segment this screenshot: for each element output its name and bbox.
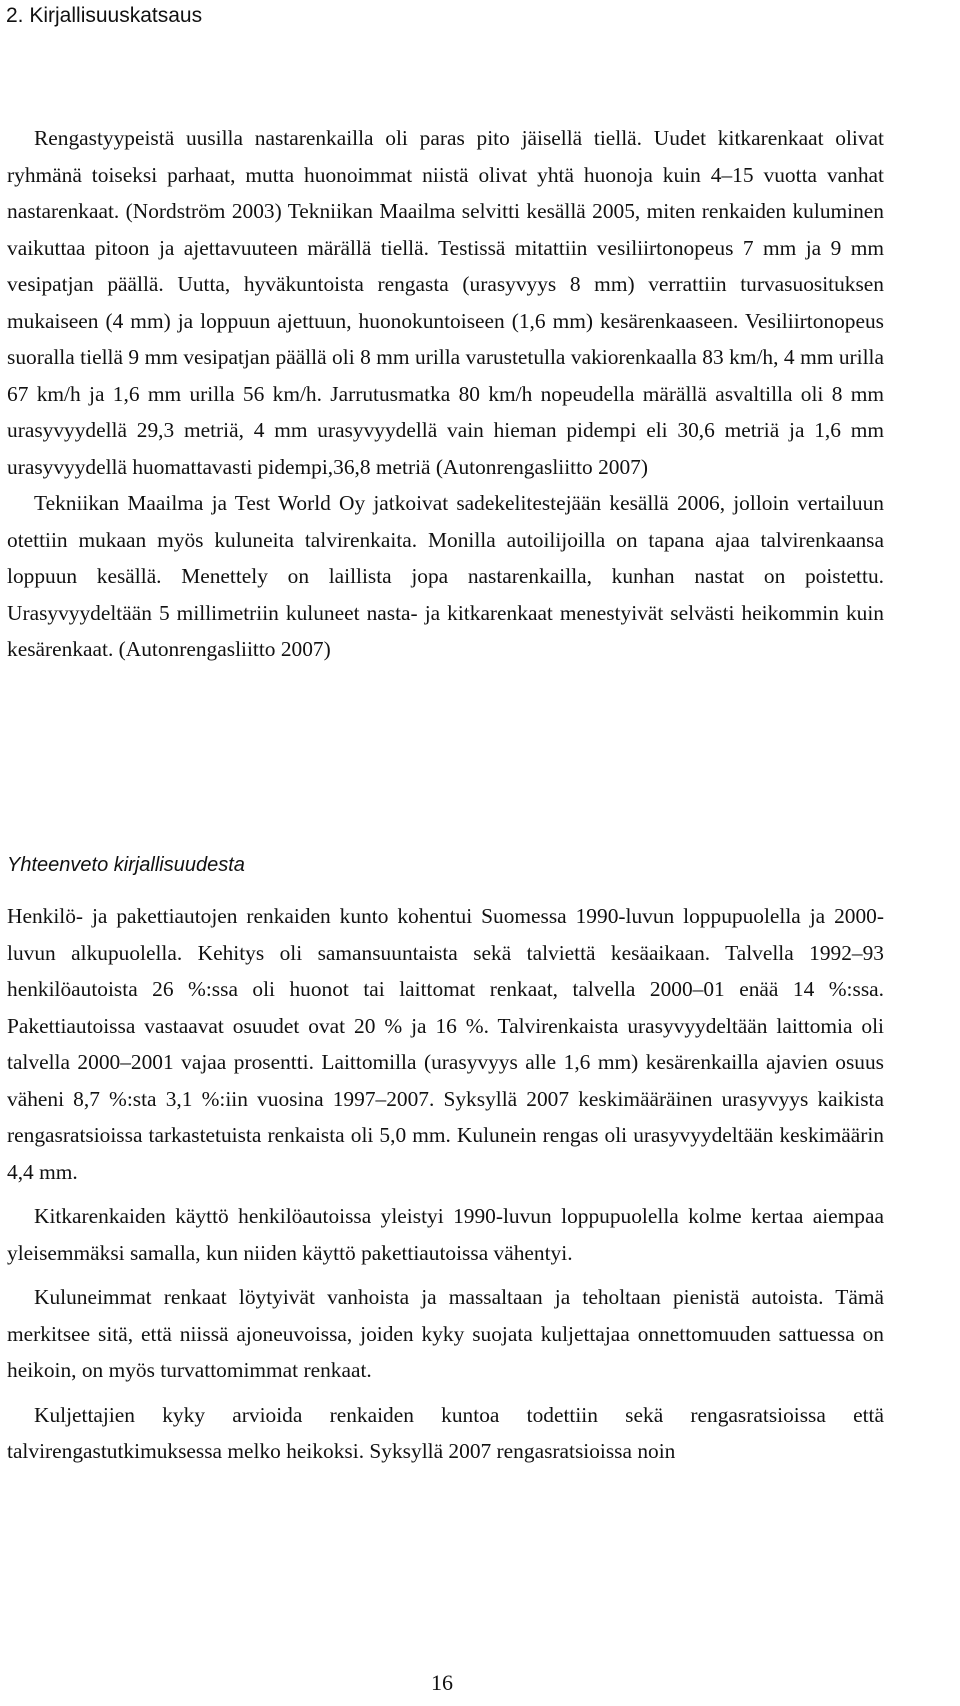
chapter-title: 2. Kirjallisuuskatsaus	[6, 4, 203, 27]
body-paragraph: Tekniikan Maailma ja Test World Oy jatkoivat sadekelitestejään kesällä 2006, jolloin vertailuun otettiin mukaan myös kuluneita talvirenkaita. Monilla autoilijoilla on tapana ajaa talvirenkaansa loppuun kesällä. Menettely on laillista jopa nastarenkailla, kunhan nastat on poistettu. Urasyvyydeltään 5 millimetriin kuluneet nasta- ja kitkarenkaat menestyivät selvästi heikommin kuin kesärenkaat. (Autonrengasliitto 2007)	[7, 491, 884, 661]
body-paragraph: Kuluneimmat renkaat löytyivät vanhoista ja massaltaan ja teholtaan pienistä autoista. Tämä merkitsee sitä, että niissä ajoneuvoissa, joiden kyky suojata kuljettajaa onnettomuuden sattuessa on heikoin, on myös turvattomimmat renkaat.	[7, 1285, 884, 1382]
body-paragraph: Henkilö- ja pakettiautojen renkaiden kunto kohentui Suomessa 1990-luvun loppupuolella ja 2000-luvun alkupuolella. Kehitys oli samansuuntaista sekä talviettä kesäaikaan. Talvella 1992–93 henkilöautoista 26 %:ssa oli huonot tai laittomat renkaat, talvella 2000–01 enää 14 %:ssa. Pakettiautoissa vastaavat osuudet ovat 20 % ja 16 %. Talvirenkaista urasyvyydeltään laittomia oli talvella 2000–2001 vajaa prosentti. Laittomilla (urasyvyys alle 1,6 mm) kesärenkailla ajavien osuus väheni 8,7 %:sta 3,1 %:iin vuosina 1997–2007. Syksyllä 2007 keskimääräinen urasyvyys kaikista rengasratsioissa tarkastetuista renkaista oli 5,0 mm. Kulunein rengas oli urasyvyydeltään keskimäärin 4,4 mm.	[7, 904, 884, 1184]
section-heading: Yhteenveto kirjallisuudesta	[7, 854, 245, 876]
page-number: 16	[431, 1670, 453, 1695]
body-paragraph: Rengastyypeistä uusilla nastarenkailla oli paras pito jäisellä tiellä. Uudet kitkarenkaat olivat ryhmänä toiseksi parhaat, mutta huonoimmat niistä olivat yhtä huonoja kuin 4–15 vuotta vanhat nastarenkaat. (Nordström 2003) Tekniikan Maailma selvitti kesällä 2005, miten renkaiden kuluminen vaikuttaa pitoon ja ajettavuuteen märällä tiellä. Testissä mitattiin vesiliirtonopeus 7 mm ja 9 mm vesipatjan päällä. Uutta, hyväkuntoista rengasta (urasyvyys 8 mm) verrattiin turvasuosituksen mukaiseen (4 mm) ja loppuun ajettuun, huonokuntoiseen (1,6 mm) kesärenkaaseen. Vesiliirtonopeus suoralla tiellä 9 mm vesipatjan päällä oli 8 mm urilla varustetulla vakiorenkaalla 83 km/h, 4 mm urilla 67 km/h ja 1,6 mm urilla 56 km/h. Jarrutusmatka 80 km/h nopeudella märällä asvaltilla oli 8 mm urasyvyydellä 29,3 metriä, 4 mm urasyvyydellä vain hieman pidempi eli 30,6 metriä ja 1,6 mm urasyvyydellä huomattavasti pidempi,36,8 metriä (Autonrengasliitto 2007)	[7, 126, 884, 479]
intro-text-block	[7, 120, 884, 668]
body-paragraph: Kuljettajien kyky arvioida renkaiden kuntoa todettiin sekä rengasratsioissa että talvirengastutkimuksessa melko heikoksi. Syksyllä 2007 rengasratsioissa noin	[7, 1402, 884, 1463]
body-paragraph: Kitkarenkaiden käyttö henkilöautoissa yleistyi 1990-luvun loppupuolella kolme kertaa aiempaa yleisemmäksi samalla, kun niiden käyttö pakettiautoissa vähentyi.	[7, 1204, 884, 1265]
summary-text-block	[7, 898, 884, 1470]
